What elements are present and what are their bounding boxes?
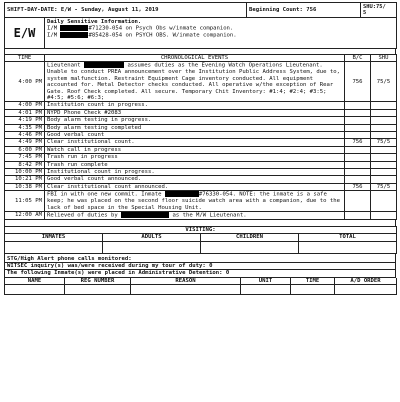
det-col-ad-order: A/D ORDER (335, 278, 397, 285)
admin-detention-note: The following Inmate(s) were placed in Administrative Detention: 0 (5, 270, 396, 277)
det-cell (65, 285, 131, 295)
event-shu (371, 211, 397, 219)
event-shu (371, 169, 397, 176)
table-row (5, 176, 397, 183)
shift-report-page (4, 2, 396, 398)
event-bc: 756 (345, 62, 371, 102)
table-row (5, 211, 397, 219)
event-text: Institutional count in progress. (45, 169, 345, 176)
event-bc (345, 124, 371, 131)
redaction-block (84, 62, 124, 68)
event-time: 4:35 PM (5, 124, 45, 131)
table-row (5, 131, 397, 138)
visiting-total: TOTAL (299, 234, 397, 241)
event-time: 7:45 PM (5, 154, 45, 161)
col-bc: B/C (345, 55, 371, 62)
event-bc (345, 191, 371, 212)
event-text: NYPD Phone Check #2083 (45, 109, 345, 116)
event-text: Trash run in progress (45, 154, 345, 161)
event-time: 12:00 AM (5, 211, 45, 219)
col-shu: SHU (371, 55, 397, 62)
visiting-cell (103, 241, 201, 253)
event-time: 4:01 PM (5, 109, 45, 116)
detention-table (4, 278, 397, 295)
visiting-cell (201, 241, 299, 253)
event-text: Good verbal count announced. (45, 176, 345, 183)
event-shu (371, 154, 397, 161)
sensitive-info (45, 18, 397, 49)
event-bc (345, 169, 371, 176)
col-events: CHRONOLOGICAL EVENTS (45, 55, 345, 62)
table-row (5, 169, 397, 176)
event-text: Body alarm testing completed (45, 124, 345, 131)
event-shu (371, 102, 397, 109)
event-bc (345, 211, 371, 219)
table-row (5, 191, 397, 212)
sensitive-line-1: I/M #71230-054 on Psych Obs w/inmate companion. (47, 25, 234, 32)
event-bc (345, 146, 371, 153)
visiting-inmates: INMATES (5, 234, 103, 241)
event-bc (345, 176, 371, 183)
table-row (5, 62, 397, 102)
event-text: Institution count in progress. (45, 102, 345, 109)
event-shu (371, 176, 397, 183)
det-col-reg: REG NUMBER (65, 278, 131, 285)
det-col-reason: REASON (131, 278, 241, 285)
event-bc: 756 (345, 139, 371, 146)
event-bc (345, 161, 371, 168)
table-row (5, 124, 397, 131)
shift-day-date: SHIFT-DAY-DATE: E/W - Sunday, August 11, 2019 (5, 3, 247, 18)
table-row (5, 102, 397, 109)
visiting-title: VISITING: (5, 226, 397, 233)
redaction-block (121, 212, 169, 218)
stg-calls: STG/High Alert phone calls monitored: (5, 254, 396, 263)
table-row (5, 117, 397, 124)
event-time: 10:00 PM (5, 169, 45, 176)
visiting-cell (5, 241, 103, 253)
footer-table (4, 254, 396, 278)
event-time: 6:00 PM (5, 146, 45, 153)
table-row (5, 139, 397, 146)
beginning-count: Beginning Count: 756 (247, 3, 361, 18)
table-row (5, 146, 397, 153)
det-cell (335, 285, 397, 295)
event-shu (371, 124, 397, 131)
event-text: Trash run complete (45, 161, 345, 168)
witsec-inquiry: WITSEC inquiry(s) was/were received during my tour of duty: 0 (5, 263, 396, 270)
det-cell (5, 285, 65, 295)
event-text: Clear institutional count. (45, 139, 345, 146)
redaction-block (165, 191, 199, 197)
event-time: 4:19 PM (5, 117, 45, 124)
det-cell (241, 285, 291, 295)
event-shu (371, 191, 397, 212)
event-text: FBI in with one new commit. Inmate #76330-054. NOTE: the inmate is a safe keep; he was placed on the second floor suicide watch area with a companion, due to the lack of bed space in the Special Housing Unit. (45, 191, 345, 212)
col-time: TIME (5, 55, 45, 62)
table-row (5, 161, 397, 168)
event-time: 4:00 PM (5, 102, 45, 109)
event-time: 11:05 PM (5, 191, 45, 212)
event-time: 4:49 PM (5, 139, 45, 146)
visiting-cell (299, 241, 397, 253)
table-row (5, 183, 397, 190)
event-time: 4:46 PM (5, 131, 45, 138)
shu-count: SHU:75/ 5 (361, 3, 397, 18)
det-col-time: TIME (291, 278, 335, 285)
event-bc (345, 154, 371, 161)
event-shu (371, 146, 397, 153)
event-bc (345, 131, 371, 138)
redaction-block (60, 32, 88, 38)
visiting-adults: ADULTS (103, 234, 201, 241)
event-time: 10:21 PM (5, 176, 45, 183)
event-bc (345, 102, 371, 109)
table-row (5, 109, 397, 116)
event-bc (345, 117, 371, 124)
event-bc (345, 109, 371, 116)
event-time: 8:42 PM (5, 161, 45, 168)
event-bc: 756 (345, 183, 371, 190)
event-shu (371, 131, 397, 138)
det-cell (291, 285, 335, 295)
event-time: 4:00 PM (5, 62, 45, 102)
event-time: 10:38 PM (5, 183, 45, 190)
sensitive-title: Daily Sensitive Information. (47, 19, 142, 25)
table-row (5, 154, 397, 161)
event-shu: 75/5 (371, 62, 397, 102)
redaction-block (60, 25, 88, 31)
header-table (4, 2, 397, 18)
event-shu: 75/5 (371, 183, 397, 190)
event-shu (371, 109, 397, 116)
det-col-unit: UNIT (241, 278, 291, 285)
det-col-name: NAME (5, 278, 65, 285)
event-text: Clear institutional count announced. (45, 183, 345, 190)
sensitive-line-2: I/M #85428-054 on PSYCH OBS. W/inmate companion. (47, 32, 237, 39)
sensitive-info-table (4, 18, 397, 49)
visiting-children: CHILDREN (201, 234, 299, 241)
event-text: Body alarm testing in progress. (45, 117, 345, 124)
event-shu (371, 117, 397, 124)
det-cell (131, 285, 241, 295)
watch-code: E/W (5, 18, 45, 49)
event-text: Good verbal count (45, 131, 345, 138)
events-table (4, 54, 397, 220)
visiting-table (4, 226, 397, 254)
event-shu (371, 161, 397, 168)
event-text: Lieutenant assumes duties as the Evening Watch Operations Lieutenant. Unable to conduct PREA announcement over the Institution Public Address System, due to, system malfunction. Restraint Equipment Cage inventory conducted. All equipment accounted for. Metal Detector checks conducted. All operative w/the exception of Rear Gate. Roof Check completed. All secure. Temporary Chit Inventory: #1:4; #2:4; #3:5; #4:5; #5:6; #6:3; (45, 62, 345, 102)
event-text: Watch call in progress (45, 146, 345, 153)
event-shu: 75/5 (371, 139, 397, 146)
event-text: Relieved of duties by as the M/W Lieutenant. (45, 211, 345, 219)
